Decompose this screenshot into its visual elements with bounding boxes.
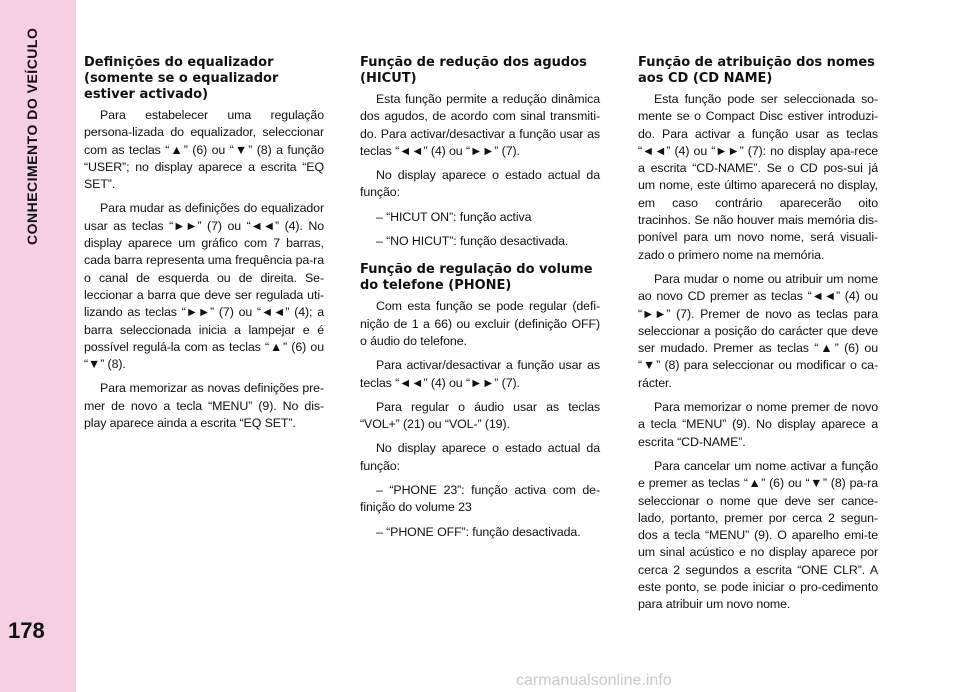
list-item: – “NO HICUT”: função desactivada. bbox=[376, 234, 569, 249]
paragraph: Para memorizar as novas definições pre-mer de novo a tecla “MENU” (9). No dis-play aparece ainda a escrita “EQ SET”. bbox=[84, 381, 324, 431]
column-2 bbox=[360, 55, 600, 553]
paragraph: No display aparece o estado actual da função: bbox=[360, 168, 600, 200]
heading-cd-name: Função de atribuição dos nomes aos CD (CD NAME) bbox=[638, 55, 875, 86]
column-3 bbox=[638, 55, 878, 626]
paragraph: Para cancelar um nome activar a função e premer as teclas “▲” (6) ou “▼” (8) pa-ra seleccionar o nome que deve ser cance-lado, portanto, premer por cerca 2 segun-dos a tecla “MENU” (9). O aparelho emi-te um sinal acústico e no display aparece por cerca 2 segundos a escrita “ONE CLR”. A este ponto, se pode iniciar o pro-cedimento para atribuir um novo nome. bbox=[638, 458, 878, 612]
heading-hicut: Função de redução dos agudos (HICUT) bbox=[360, 55, 587, 86]
heading-equalizer-settings: Definições do equalizador (somente se o equalizador estiver activado) bbox=[84, 55, 279, 102]
paragraph: No display aparece o estado actual da função: bbox=[360, 441, 600, 473]
list-item: – “HICUT ON”: função activa bbox=[376, 209, 532, 224]
list-item: – “PHONE 23”: função activa com de-finição do volume 23 bbox=[360, 483, 600, 515]
paragraph: Para mudar o nome ou atribuir um nome ao novo CD premer as teclas “◄◄” (4) ou “►►” (7). Premer de novo as teclas para seleccionar a posição do carácter que deve ser mudado. Premer as teclas “▲” (6) ou “▼” (8) para seleccionar ou modificar o ca-rácter. bbox=[638, 271, 878, 390]
paragraph: Para estabelecer uma regulação persona-lizada do equalizador, seleccionar com as teclas “▲” (6) ou “▼” (8) a função “USER”; no display aparece a escrita “EQ SET”. bbox=[84, 108, 324, 192]
watermark: carmanualsonline.info bbox=[516, 672, 672, 689]
page-number: 178 bbox=[8, 618, 45, 643]
sidebar-band bbox=[0, 0, 76, 692]
paragraph: Para mudar as definições do equalizador usar as teclas “►►” (7) ou “◄◄” (4). No display aparece um gráfico com 7 barras, cada barra representa uma frequência pa-ra o canal de esquerda ou de direita. Se-leccionar a barra que deve ser regulada uti-lizando as teclas “►►” (7) ou “◄◄” (4); a barra seleccionada inicia a lampejar e é possível regulá-la com as teclas “▲” (6) ou “▼” (8). bbox=[84, 201, 324, 372]
paragraph: Esta função pode ser seleccionada so-mente se o Compact Disc estiver introduzi-do. Para activar a função usar as teclas “◄◄” (4) ou “►►” (7): no display apa-rece a escrita “CD-NAME”. Se o CD pos-sui já um nome, este último aparecerá no display, em caso contrário aparecerão oito tracinhos. Se não houver mais memória dis-ponível para um novo nome, será visuali-zado o primero nome na memória. bbox=[638, 92, 878, 262]
section-title: CONHECIMENTO DO VEÍCULO bbox=[24, 28, 40, 246]
paragraph: Para memorizar o nome premer de novo a tecla “MENU” (9). No display aparece a escrita “CD-NAME”. bbox=[638, 400, 878, 449]
column-1 bbox=[84, 55, 324, 444]
paragraph: Para activar/desactivar a função usar as teclas “◄◄” (4) ou “►►” (7). bbox=[360, 358, 600, 390]
list-item: – “PHONE OFF”: função desactivada. bbox=[376, 524, 581, 539]
heading-phone-volume: Função de regulação do volume do telefone (PHONE) bbox=[360, 262, 593, 294]
paragraph: Para regular o áudio usar as teclas “VOL+” (21) ou “VOL-” (19). bbox=[360, 399, 600, 432]
paragraph: Esta função permite a redução dinâmica dos agudos, de acordo com sinal transmiti-do. Para activar/desactivar a função usar as teclas “◄◄” (4) ou “►►” (7). bbox=[360, 92, 600, 158]
paragraph: Com esta função se pode regular (defi-nição de 1 a 66) ou excluir (definição OFF) o áudio do telefone. bbox=[360, 299, 600, 348]
